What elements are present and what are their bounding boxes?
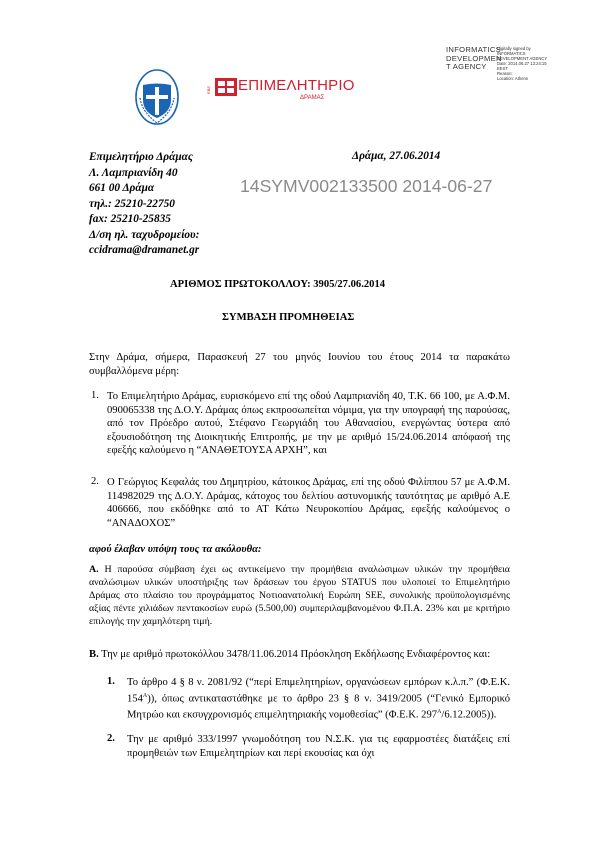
sender-line: fax: 25210-25835 (89, 213, 171, 225)
section-a-text: Η παρούσα σύμβαση έχει ως αντικείμενο την προμήθεια αναλώσιμων υλικών την προμήθεια αναλώσιμων υλικών υποστήριξης των δράσεων του έργου STATUS που υλοποιεί το Επιμελητήριο Δράμας στο πλαίσιο του προγράμματος Νοτιοανατολική Ευρώπη SEE, συνολικής προϋπολογισμένης αξίας πέντε χιλιάδων πεντακοσίων ευρώ (5.500,00) συμπεριλαμβανομένου Φ.Π.Α. 23% και με κριτήριο επιλογής την χαμηλότερη τιμή. (89, 564, 510, 627)
list-item (127, 676, 510, 722)
signature-line: Date: 2014.06.27 13:24:15 (497, 61, 547, 66)
section-b-text: Την με αριθμό πρωτοκόλλου 3478/11.06.2014 Πρόσκληση Εκδήλωσης Ενδιαφέροντος και: (98, 649, 491, 660)
signature-line: INFORMATICS (497, 51, 526, 56)
signature-line: Reason: (497, 71, 513, 76)
greek-emblem (134, 68, 180, 126)
section-b (89, 648, 510, 662)
party-number: 1. (91, 390, 99, 401)
superscript: Α (142, 692, 148, 699)
signature-details (497, 46, 577, 81)
list-item-number: 2. (107, 733, 115, 744)
signature-line: Location: Athens (497, 76, 528, 81)
sender-address (89, 150, 199, 259)
ada-code: 14SYMV002133500 2014-06-27 (240, 176, 493, 196)
chamber-logo-mark-icon (215, 78, 237, 96)
party-paragraph: Ο Γεώργιος Κεφαλάς του Δημητρίου, κάτοικος Δράμας, επί της οδού Φιλίππου 57 με Α.Φ.Μ. 114982029 της Δ.Ο.Υ. Δράμας, κάτοχος του δελτίου αστυνομικής ταυτότητας με αριθμό Α.Ε 406666, που εκδόθηκε από το ΑΤ Κάτω Νευροκοπίου Δράμας, εφεξής καλούμενος ο “ΑΝΑΔΟΧΟΣ” (107, 477, 510, 529)
sender-line: Επιμελητήριο Δράμας (89, 151, 193, 163)
sender-line: Λ. Λαμπριανίδη 40 (89, 166, 178, 179)
logo-city: ΔΡΑΜΑΣ (300, 95, 325, 101)
list-item-text: /6.12.2005)). (441, 709, 497, 721)
signature-line: EEST (497, 66, 508, 71)
section-a-label: Α. (89, 564, 99, 575)
intro-paragraph: Στην Δράμα, σήμερα, Παρασκευή 27 του μηνός Ιουνίου του έτους 2014 τα παρακάτω συμβαλλόμενα μέρη: (89, 352, 510, 377)
sender-line: 661 00 Δράμα (89, 182, 155, 194)
party-number: 2. (91, 476, 99, 487)
signature-line: DEVELOPMENT AGENCY (497, 56, 548, 61)
protocol-number: ΑΡΙΘΜΟΣ ΠΡΩΤΟΚΟΛΛΟΥ: 3905/27.06.2014 (170, 279, 386, 290)
party-paragraph: Το Επιμελητήριο Δράμας, ευρισκόμενο επί της οδού Λαμπριανίδη 40, Τ.Κ. 66 100, με Α.Φ.Μ. 090065338 της Δ.Ο.Υ. Δράμας όπως εκπροσωπείται νόμιμα, για την υπογραφή της παρούσας, από τον Πρόεδρο αυτού, Στέφανο Γεωργιάδη του Αθανασίου, ενεργώντας ύστερα από εξουσιοδότηση της Διοικητικής Επιτροπής, με την με αριθμό 15/24.06.2014 απόφασή της εφεξής καλούμενο η “ΑΝΑΘΕΤΟΥΣΑ ΑΡΧΗ”, και (107, 391, 510, 456)
list-item-text: )), όπως αντικαταστάθηκε με το άρθρο 23 § 8 ν. 3419/2005 (“Γενικό Εμπορικό Μητρώο και εκσυγχρονισμός επιμελητηριακής νομοθεσίας” (Φ.Ε.Κ. 297 (127, 693, 510, 721)
sender-email: ccidrama@dramanet.gr (89, 244, 200, 256)
list-item-number: 1. (107, 676, 115, 687)
superscript: Α (437, 708, 442, 715)
list-item: Την με αριθμό 333/1997 γνωμοδότηση του Ν.Σ.Κ. για τις εφαρμοστέες διατάξεις επί προμηθειών των Επιμελητηρίων και περί εκουσίας και όχι (127, 734, 510, 759)
document-date: Δράμα, 27.06.2014 (352, 150, 441, 162)
chamber-logo (205, 72, 355, 106)
sender-line: Δ/ση ηλ. ταχυδρομείου: (89, 228, 200, 241)
signature-line: Digitally signed by (497, 46, 531, 51)
document-title: ΣΥΜΒΑΣΗ ΠΡΟΜΗΘΕΙΑΣ (222, 312, 355, 323)
signature-agency: INFORMATICS DEVELOPMEN T AGENCY (446, 45, 502, 72)
logo-name: ΕΠΙΜΕΛΗΤΗΡΙΟ (238, 77, 355, 94)
whereas-heading: αφού έλαβαν υπόψη τους τα ακόλουθα: (89, 544, 262, 555)
logo-mini-text: ΕΒΕ (206, 86, 211, 95)
sender-line: τηλ.: 25210-22750 (89, 197, 175, 210)
section-b-label: Β. (89, 649, 99, 660)
list-item-text: Το άρθρο 4 § 8 ν. 2081/92 (“περί Επιμελητηρίων, οργανώσεων εμπόρων κ.λ.π.” (Φ.Ε.Κ. 154 (127, 677, 510, 705)
section-a (89, 563, 510, 628)
